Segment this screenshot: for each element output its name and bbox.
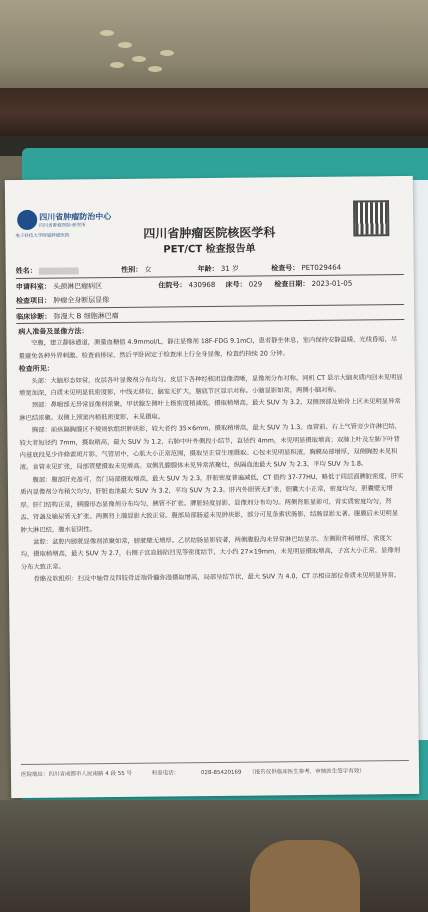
age-value: 31 岁 — [220, 264, 240, 273]
wooden-bench — [0, 88, 428, 136]
admission-value: 430968 — [188, 280, 216, 290]
date-label: 检查日期： — [274, 279, 310, 289]
logo-name: 四川省肿瘤防治中心 — [39, 212, 112, 222]
address: 四川省成都市人民南路 4 段 55 号 — [48, 770, 133, 778]
name-redacted — [39, 267, 79, 274]
region-value: 肿瘤全身断层显像 — [53, 296, 110, 305]
report-title: PET/CT 检查报告单 — [163, 243, 256, 256]
leaf — [132, 56, 146, 62]
report-body — [18, 322, 405, 587]
address-label: 医院地址： — [20, 771, 49, 779]
dept-label: 申请科室： — [15, 282, 51, 292]
bed-label: 床号： — [225, 280, 247, 289]
bed-value: 029 — [248, 280, 263, 289]
patient-row-2 — [16, 278, 404, 292]
exam-no-label: 检查号： — [271, 264, 300, 273]
dept-value: 头颈淋巴瘤病区 — [53, 282, 103, 291]
background-bottom — [0, 800, 428, 912]
leaf — [160, 50, 174, 56]
findings-bone: 骨骼及软组织：扫及中轴骨及四肢骨近端骨髓弥漫摄取增高，局部呈结节状，最大 SUV 为 4.0，CT 示相应部位骨质未见明显异常。 — [33, 572, 401, 583]
name-label: 姓名： — [15, 266, 37, 276]
leaf — [100, 30, 114, 36]
logo-name-2: 四川省肿瘤医院·研究所 — [39, 223, 86, 229]
background-ground — [0, 0, 428, 100]
findings-head: 头部：大脑形态如常，皮层各叶显像剂分布均匀。皮层下各种经核团显像清晰，显像剂分布对称。同机 CT 显示大脑灰质内回未见明显增宽加深，白质未见明显低密度影，中线无移位，脑室无扩大，脑底节区显示对称。小脑显影如常，两侧小脑对称。 — [18, 373, 403, 398]
leaf — [148, 66, 162, 72]
leaf — [110, 62, 124, 68]
age-label: 年龄： — [197, 264, 219, 274]
shoe — [250, 840, 360, 912]
findings-heading: 检查所见： — [18, 364, 54, 374]
admission-label: 住院号： — [158, 281, 187, 290]
region-label: 检查项目： — [16, 296, 52, 306]
logo-subtitle: 电子科技大学附属肿瘤医院 — [15, 233, 70, 240]
footer — [21, 766, 409, 778]
footer-divider — [21, 760, 409, 765]
exam-no-value: PET029464 — [301, 263, 342, 273]
findings-pelvis: 盆腔：盆腔内膀胱显像剂浓聚如常，膀胱壁无增厚。乙状结肠显影较著，两侧腹股沟未异常淋巴结显示。左侧附件稍增厚，密度欠均，摄取稍增高，最大 SUV 为 2.7，右侧子宫直肠陷凹见等密度结节，大小约 27×19mm，未见明显摄取增高，子宫大小正常，显像剂分布大致正常。 — [20, 535, 401, 571]
hospital-title: 四川省肿瘤医院核医学科 — [143, 225, 276, 241]
date-value: 2023-01-05 — [311, 279, 353, 288]
findings-chest: 胸部：前纵隔胸腺区不规则软组织肿块影，较大者约 35×6mm，摄取稍增高，最大 SUV 为 1.3。血管前、右上气管旁少许淋巴结，较大者短径约 7mm，摄取稍高，最大 SUV 为 1.2，右肺中叶外侧段小结节，直径约 4mm，未见明显摄取增高；双肺上叶及左肺下叶背内基底段见少许條索斑片影。气管居中，心肌大小正常范围，摄取呈正常生理摄取。心包未见明显积液，胸膜局部增厚，双侧胸腔未见积液。食管未见扩张，局部管壁摄取未见增高。双侧乳腺腺体未见异常浓聚灶，纵隔血池最大 SUV 为 2.3，平均 SUV 为 1.8。 — [19, 423, 402, 472]
diagnosis-value: 弥漫大 B 细胞淋巴瘤 — [53, 311, 119, 321]
leaf — [118, 42, 132, 48]
prep-heading: 病人准备及显像方法： — [18, 327, 89, 337]
contact-label: 科室电话： — [151, 770, 180, 777]
gender-value: 女 — [144, 265, 152, 274]
phone: 028-85420169 — [200, 769, 242, 777]
gender-label: 性别： — [121, 265, 143, 274]
findings-abdomen: 腹部：腹部肝充盈可，贲门局部摄取增高，最大 SUV 为 2.3，肝脏密度普遍减低，CT 值约 37-77HU，略低于同层面脾脏密度，肝实质内显像剂分布稍欠均匀，肝脏血池最大 SUV 为 3.2，平均 SUV 为 2.3。肝内外胆管无扩张，胆囊大小正常，密度均匀，胆囊壁无增厚。肝门结构正常，胰腺形态显像剂分布均匀，胰管不扩张。脾脏轻度显影，显像剂分布均匀。两侧肾脏显影可，肾实质密度均匀，肾盂、肾盏及输尿管无扩张。两侧肾上腺显影大致正常。腹部局部肠道未见肿块影，部分可见条索状肠影，结肠显影无著。腹膜后未见明显肿大淋巴结，腹水征阴性。 — [20, 472, 404, 534]
prep-text: 空腹，建立静脉通道，测量血糖值 4.9mmol/L，静注显像剂 18F-FDG 9.1mCi，患者静坐休息，室内保持安静温暖，光线昏暗，尽量避免各种外界刺激。检查前排尿，然后平卧固定于检查床上行全身显像，检查约持续 20 分钟。 — [18, 336, 398, 360]
report-paper — [5, 176, 419, 798]
footer-note: （报告仅供临床医生参考，审核医生签字有效） — [249, 768, 365, 776]
diagnosis-label: 临床诊断： — [16, 312, 52, 322]
findings-neck: 颈部：鼻咽部无异常显像剂浓聚。甲状腺左侧叶上极密度稍减低，摄取稍增高，最大 SUV 为 3.2。双侧颈部及锁骨上区未见明显异常淋巴结浓聚。双侧上颈窦内稍低密度影，未见摄取。 — [19, 398, 401, 422]
